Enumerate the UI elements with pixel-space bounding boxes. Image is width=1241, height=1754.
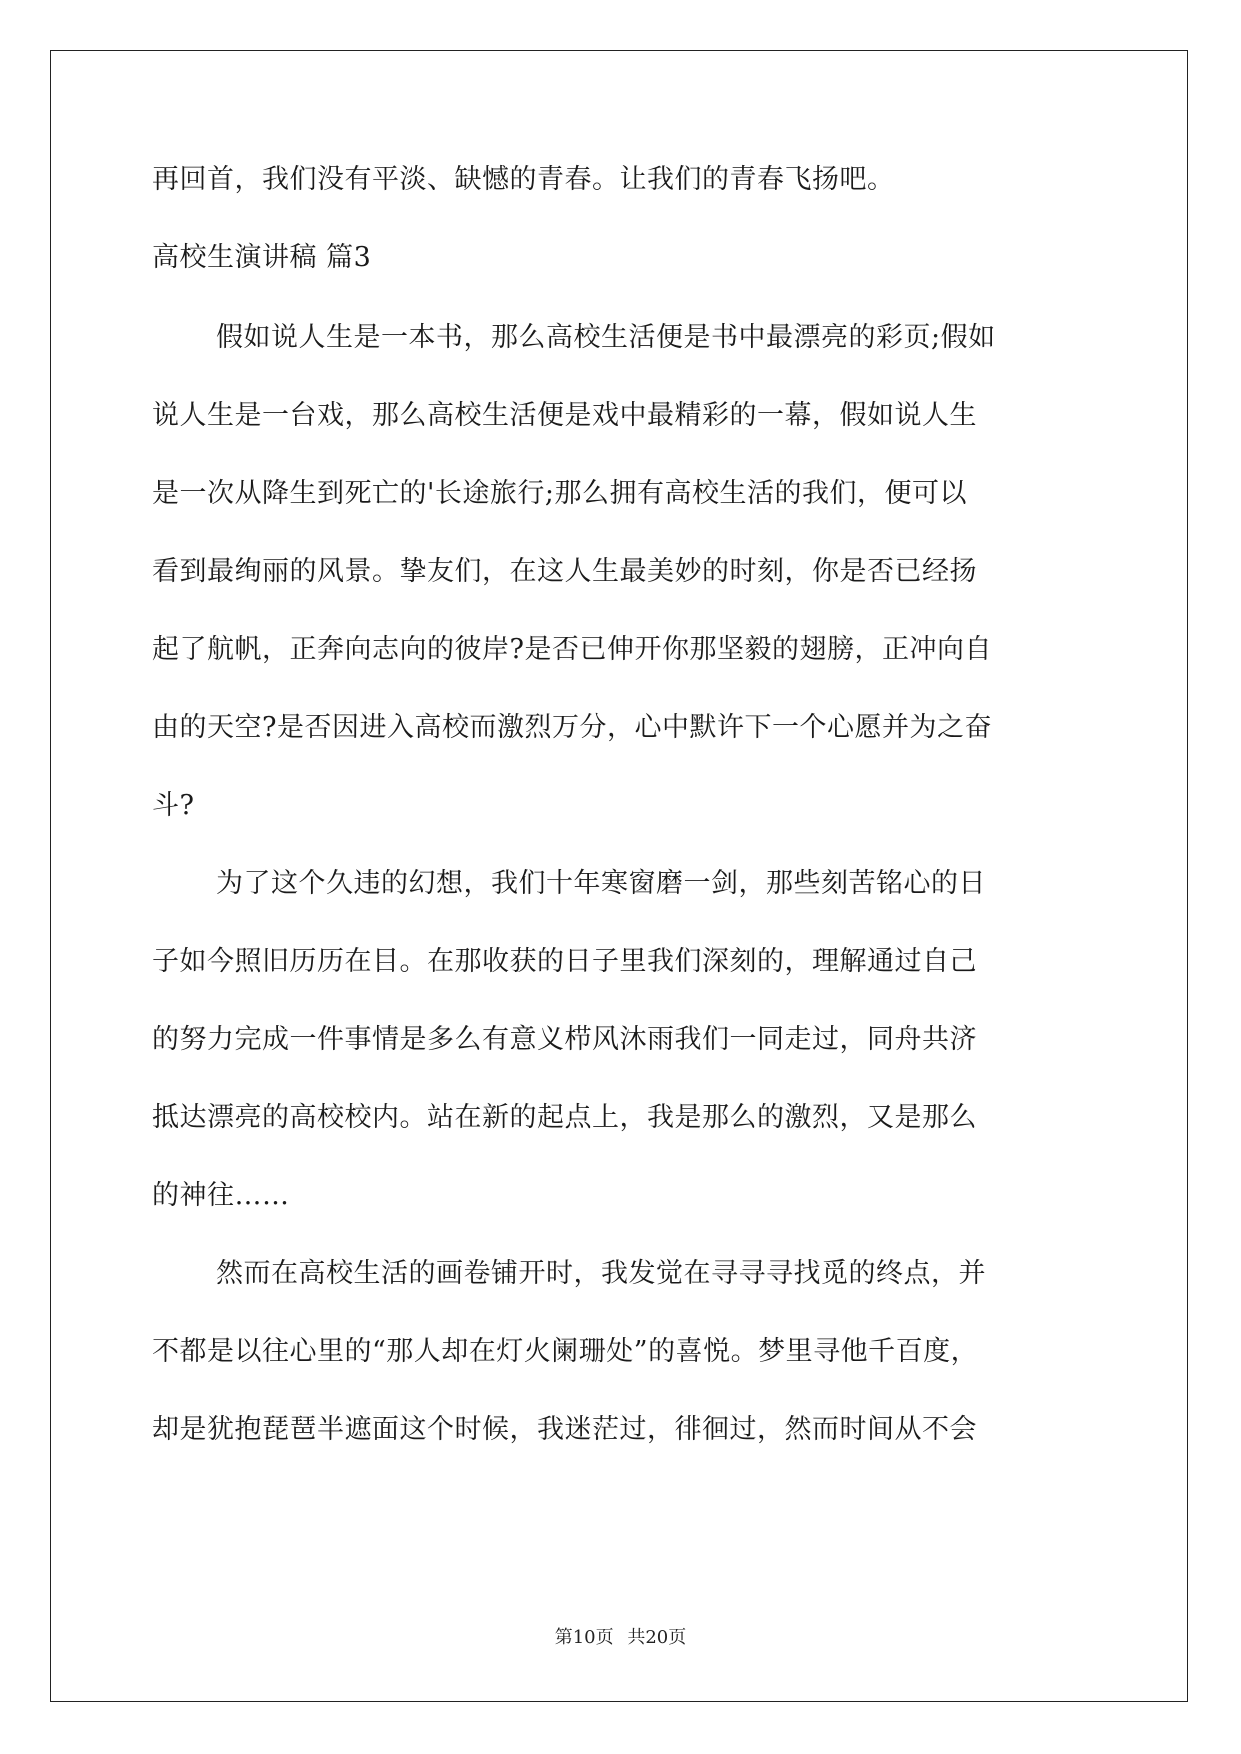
paragraph-line: 是一次从降生到死亡的'长途旅行;那么拥有高校生活的我们，便可以 bbox=[152, 478, 968, 509]
paragraph-line: 的努力完成一件事情是多么有意义栉风沐雨我们一同走过，同舟共济 bbox=[152, 1024, 977, 1055]
paragraph-line: 假如说人生是一本书，那么高校生活便是书中最漂亮的彩页;假如 bbox=[216, 322, 996, 353]
paragraph-line: 起了航帆，正奔向志向的彼岸?是否已伸开你那坚毅的翅膀，正冲向自 bbox=[152, 634, 992, 665]
paragraph-line: 却是犹抱琵琶半遮面这个时候，我迷茫过，徘徊过，然而时间从不会 bbox=[152, 1414, 977, 1445]
paragraph-line: 然而在高校生活的画卷铺开时，我发觉在寻寻寻找觅的终点，并 bbox=[216, 1258, 986, 1289]
paragraph-line: 斗? bbox=[152, 790, 195, 821]
paragraph-line: 看到最绚丽的风景。挚友们，在这人生最美妙的时刻，你是否已经扬 bbox=[152, 556, 977, 587]
page-footer bbox=[0, 1626, 1241, 1650]
page-total: 共20页 bbox=[627, 1627, 687, 1648]
section-heading: 高校生演讲稿 篇3 bbox=[152, 242, 372, 273]
paragraph-line: 抵达漂亮的高校校内。站在新的起点上，我是那么的激烈，又是那么 bbox=[152, 1102, 977, 1133]
paragraph-line: 为了这个久违的幻想，我们十年寒窗磨一剑，那些刻苦铭心的日 bbox=[216, 868, 986, 899]
paragraph-line: 由的天空?是否因进入高校而激烈万分，心中默许下一个心愿并为之奋 bbox=[152, 712, 992, 743]
paragraph-line: 不都是以往心里的“那人却在灯火阑珊处”的喜悦。梦里寻他千百度， bbox=[152, 1336, 979, 1367]
paragraph-line: 子如今照旧历历在目。在那收获的日子里我们深刻的，理解通过自己 bbox=[152, 946, 977, 977]
page-number: 第10页 bbox=[554, 1627, 614, 1648]
paragraph-line: 再回首，我们没有平淡、缺憾的青春。让我们的青春飞扬吧。 bbox=[152, 164, 895, 195]
paragraph-line: 说人生是一台戏，那么高校生活便是戏中最精彩的一幕，假如说人生 bbox=[152, 400, 977, 431]
paragraph-line: 的神往…… bbox=[152, 1180, 290, 1211]
